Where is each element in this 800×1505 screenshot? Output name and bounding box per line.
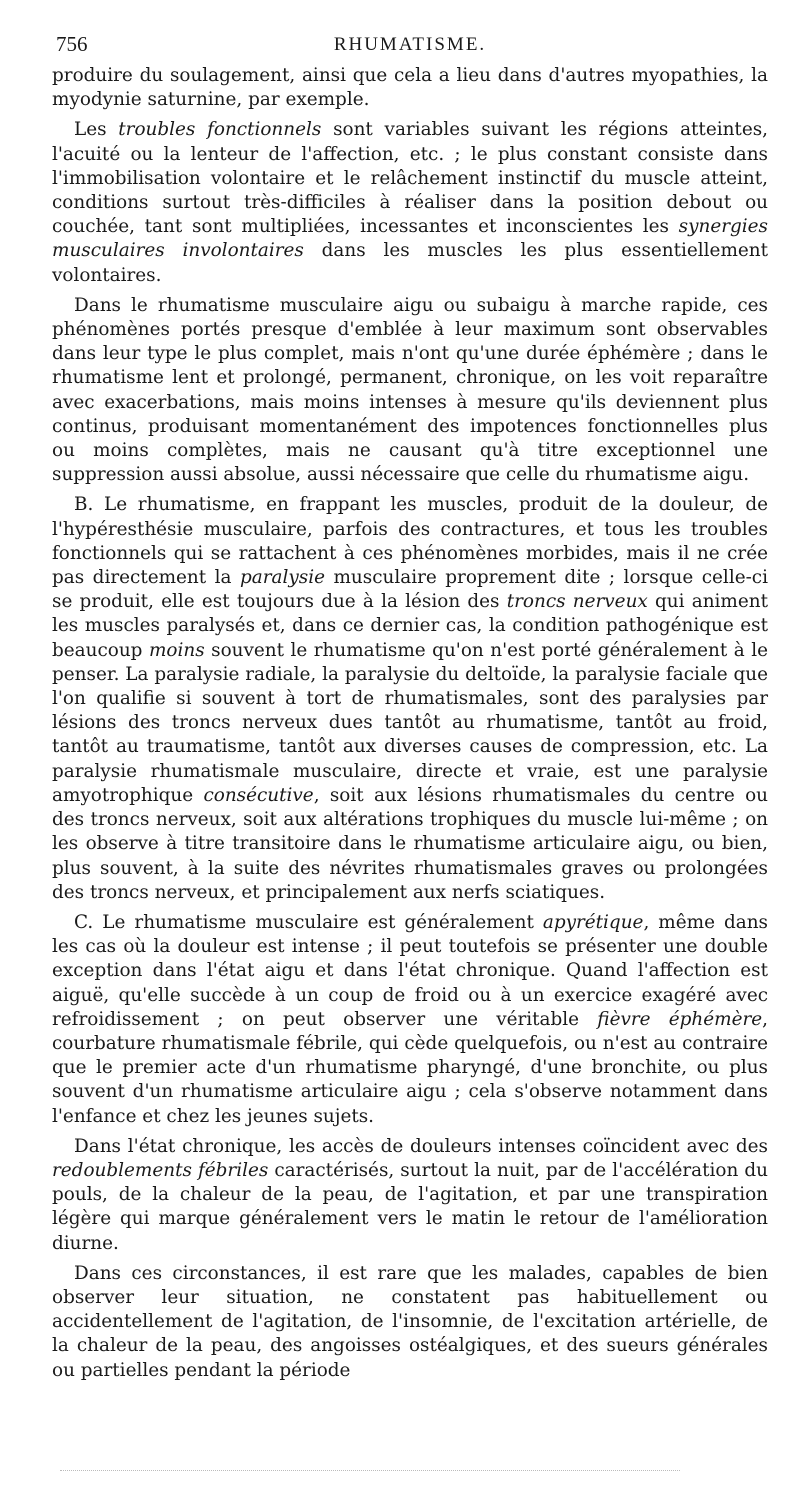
body-text (52, 64, 768, 1383)
italic-term: moins (148, 639, 205, 661)
paragraph-7 (52, 1262, 768, 1383)
page-number: 756 (56, 32, 88, 56)
paragraph-2 (52, 118, 768, 287)
italic-term: fièvre éphémère (597, 1008, 763, 1030)
text-run: Dans le rhumatisme musculaire aigu ou subaigu à marche rapide, ces phénomènes portés presque d'emblée à leur maximum sont observables dans leur type le plus complet, mais n'ont qu'une durée éphémère ; dans le rhumatisme lent et prolongé, permanent, chronique, on les voit reparaître avec exacerbations, mais moins intenses à mesure qu'ils deviennent plus continus, produisant momentanément des impotences fonctionnelles plus ou moins complètes, mais ne causant qu'à titre exceptionnel une suppression aussi absolue, aussi nécessaire que celle du rhumatisme aigu. (52, 294, 768, 486)
text-run: musculaire proprement dite ; lorsque celle-ci se produit, elle est toujours due à la lésion des (52, 567, 768, 613)
text-run: dans les muscles les plus essentiellement volontaires. (52, 240, 769, 286)
italic-term: paralysie (240, 567, 325, 589)
text-run: , courbature rhumatismale fébrile, qui cède quelquefois, ou n'est au contraire que le premier acte d'un rhumatisme pharyngé, d'une bronchite, ou plus souvent d'un rhumatisme articulaire aigu ; cela s'observe notamment dans l'enfance et chez les jeunes sujets. (52, 1008, 768, 1127)
italic-term: apyrétique (542, 911, 644, 933)
italic-term: troubles fonctionnels (118, 119, 322, 141)
italic-term: troncs nerveux (506, 591, 648, 613)
text-run: souvent le rhumatisme qu'on n'est porté généralement à le penser. La paralysie radiale, la paralysie du deltoïde, la paralysie faciale que l'on qualifie si souvent à tort de rhumatismales, sont des paralysies par lésions des troncs nerveux dues tantôt au rhumatisme, tantôt au froid, tantôt au traumatisme, tantôt aux diverses causes de compression, etc. La paralysie rhumatismale musculaire, directe et vraie, est une paralysie amyotrophique (52, 639, 768, 806)
text-run: Dans l'état chronique, les accès de douleurs intenses coïncident avec des (74, 1135, 768, 1157)
running-title: RHUMATISME. (333, 34, 487, 55)
text-run: Dans ces circonstances, il est rare que les malades, capables de bien observer leur situation, ne constatent pas habituellement ou accidentellement de l'agitation, de l'insomnie, de l'excitation artérielle, de la chaleur de la peau, des angoisses ostéalgiques, et des sueurs générales ou partielles pendant la période (52, 1262, 768, 1381)
text-run: B. Le rhumatisme, en frappant les muscles, produit de la douleur, de l'hypéresthésie musculaire, parfois des contractures, et tous les troubles fonctionnels qui se rattachent à ces phénomènes morbides, mais il ne crée pas directement la (52, 494, 768, 589)
text-run: caractérisés, surtout la nuit, par de l'accélération du pouls, de la chaleur de la peau, de l'agitation, et par une transpiration légère qui marque généralement vers le matin le retour de l'amélioration diurne. (52, 1159, 768, 1254)
bottom-dotted-rule (60, 1470, 680, 1471)
running-head (52, 28, 768, 64)
text-run: sont variables suivant les régions atteintes, l'acuité ou la lenteur de l'affection, etc. ; le plus constant consiste dans l'immobilisation volontaire et le relâchement instinctif du muscle atteint, conditions surtout très-difficiles à réaliser dans la position debout ou couchée, tant sont multipliées, incessantes et inconscientes les (52, 119, 768, 238)
paragraph-6 (52, 1135, 768, 1256)
text-run: C. Le rhumatisme musculaire est généralement (74, 911, 543, 933)
text-run: produire du soulagement, ainsi que cela a lieu dans d'autres myopathies, la myodynie saturnine, par exemple. (52, 65, 768, 111)
paragraph-5 (52, 911, 768, 1129)
paragraph-3 (52, 294, 768, 488)
italic-term: redoublements fébriles (52, 1159, 269, 1181)
text-run: Les (74, 119, 119, 141)
italic-term: synergies musculaires involontaires (52, 216, 768, 262)
paragraph-4 (52, 493, 768, 904)
book-page (52, 28, 768, 1389)
paragraph-1 (52, 64, 768, 112)
text-run: qui animent les muscles paralysés et, dans ce dernier cas, la condition pathogénique est beaucoup (52, 591, 768, 661)
italic-term: consécutive (203, 784, 314, 806)
text-run: , soit aux lésions rhumatismales du centre ou des troncs nerveux, soit aux altérations trophiques du muscle lui-même ; on les observe à titre transitoire dans le rhumatisme articulaire aigu, ou bien, plus souvent, à la suite des névrites rhumatismales graves ou prolongées des troncs nerveux, et principalement aux nerfs sciatiques. (52, 784, 769, 903)
text-run: , même dans les cas où la douleur est intense ; il peut toutefois se présenter une double exception dans l'état aigu et dans l'état chronique. Quand l'affection est aiguë, qu'elle succède à un coup de froid ou à un exercice exagéré avec refroidissement ; on peut observer une véritable (52, 911, 768, 1030)
